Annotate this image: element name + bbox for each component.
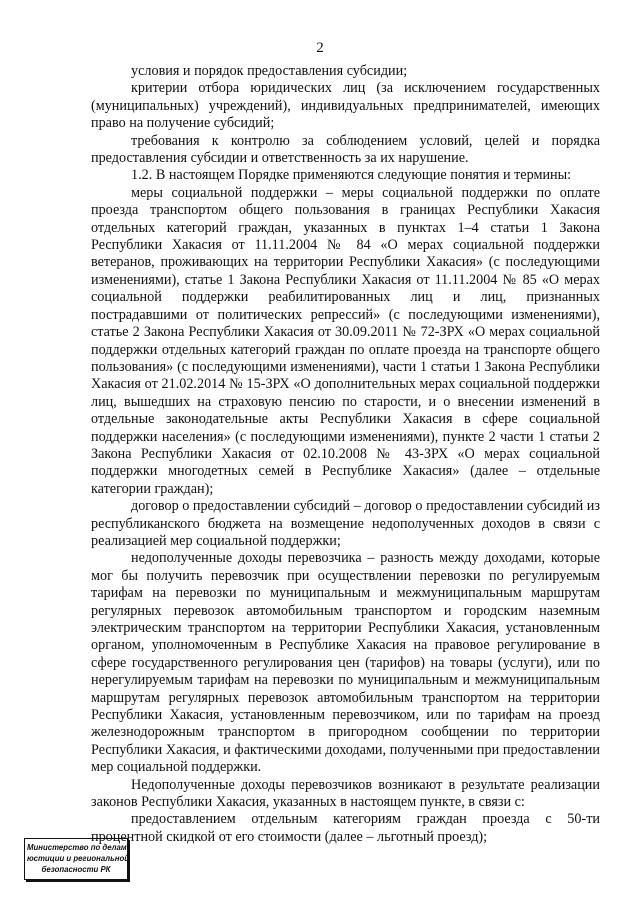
paragraph-selection-criteria: критерии отбора юридических лиц (за исключением государственных (муниципальных) учреждений), индивидуальных предпринимателей, имеющих право на получение субсидий;: [91, 80, 600, 132]
ministry-stamp: [24, 838, 128, 880]
paragraph-lost-revenue: недополученные доходы перевозчика – разность между доходами, которые мог бы получить перевозчик при осуществлении перевозки по регулируемым тарифам на перевозки по муниципальным и межмуниципальным маршрутам регулярных перевозок автомобильным транспортом и городским наземным электрическим транспортом на территории Республики Хакасия, установленным органом, уполномоченным в Республике Хакасия на правовое регулирование в сфере государственного регулирования цен (тарифов) на товары (услуги), или по нерегулируемым тарифам на перевозки по муниципальным и межмуниципальным маршрутам регулярных перевозок автомобильным транспортом на территории Республики Хакасия, установленным перевозчиком, или по тарифам на проезд железнодорожным транспортом в пригородном сообщении по территории Республики Хакасия, и фактическими доходами, полученными при предоставлении мер социальной поддержки.: [91, 550, 600, 776]
paragraph-lost-revenue-causes: Недополученные доходы перевозчиков возникают в результате реализации законов Республики Хакасия, указанных в настоящем пункте, в связи с:: [91, 776, 600, 811]
stamp-line-3: безопасности РК: [41, 865, 111, 874]
document-body: [91, 63, 600, 846]
paragraph-social-support-measures: меры социальной поддержки – меры социальной поддержки по оплате проезда транспортом общего пользования в границах Республики Хакасия отдельных категорий граждан, указанных в пунктах 1–4 статьи 1 Закона Республики Хакасия от 11.11.2004 № 84 «О мерах социальной поддержки ветеранов, проживающих на территории Республики Хакасия» (с последующими изменениями), статье 1 Закона Республики Хакасия от 11.11.2004 № 85 «О мерах социальной поддержки реабилитированных лиц и лиц, признанных пострадавшими от политических репрессий» (с последующими изменениями), статье 2 Закона Республики Хакасия от 30.09.2011 № 72-ЗРХ «О мерах социальной поддержки отдельных категорий граждан по оплате проезда на транспорте общего пользования» (с последующими изменениями), части 1 статьи 1 Закона Республики Хакасия от 21.02.2014 № 15-ЗРХ «О дополнительных мерах социальной поддержки лиц, вышедших на страховую пенсию по старости, и о внесении изменений в отдельные законодательные акты Республики Хакасия в сфере социальной поддержки населения» (с последующими изменениями), пункте 2 части 1 статьи 2 Закона Республики Хакасия от 02.10.2008 № 43-ЗРХ «О мерах социальной поддержки многодетных семей в Республике Хакасия» (далее – отдельные категории граждан);: [91, 184, 600, 497]
paragraph-terms-intro: 1.2. В настоящем Порядке применяются следующие понятия и термины:: [131, 167, 572, 184]
paragraph-discount-travel: предоставлением отдельным категориям граждан проезда с 50-ти процентной скидкой от его стоимости (далее – льготный проезд);: [91, 811, 600, 845]
paragraph-subsidy-conditions: условия и порядок предоставления субсидии;: [131, 63, 408, 79]
stamp-line-1: Министерство по делам: [27, 843, 127, 852]
paragraph-control-requirements: требования к контролю за соблюдением условий, целей и порядка предоставления субсидии и ответственность за их нарушение.: [91, 132, 600, 167]
paragraph-subsidy-agreement: договор о предоставлении субсидий – договор о предоставлении субсидий из республиканского бюджета на возмещение недополученных доходов в связи с реализацией мер социальной поддержки;: [91, 498, 600, 549]
page-number: 2: [316, 40, 324, 56]
stamp-line-2: юстиции и региональной: [27, 854, 129, 863]
